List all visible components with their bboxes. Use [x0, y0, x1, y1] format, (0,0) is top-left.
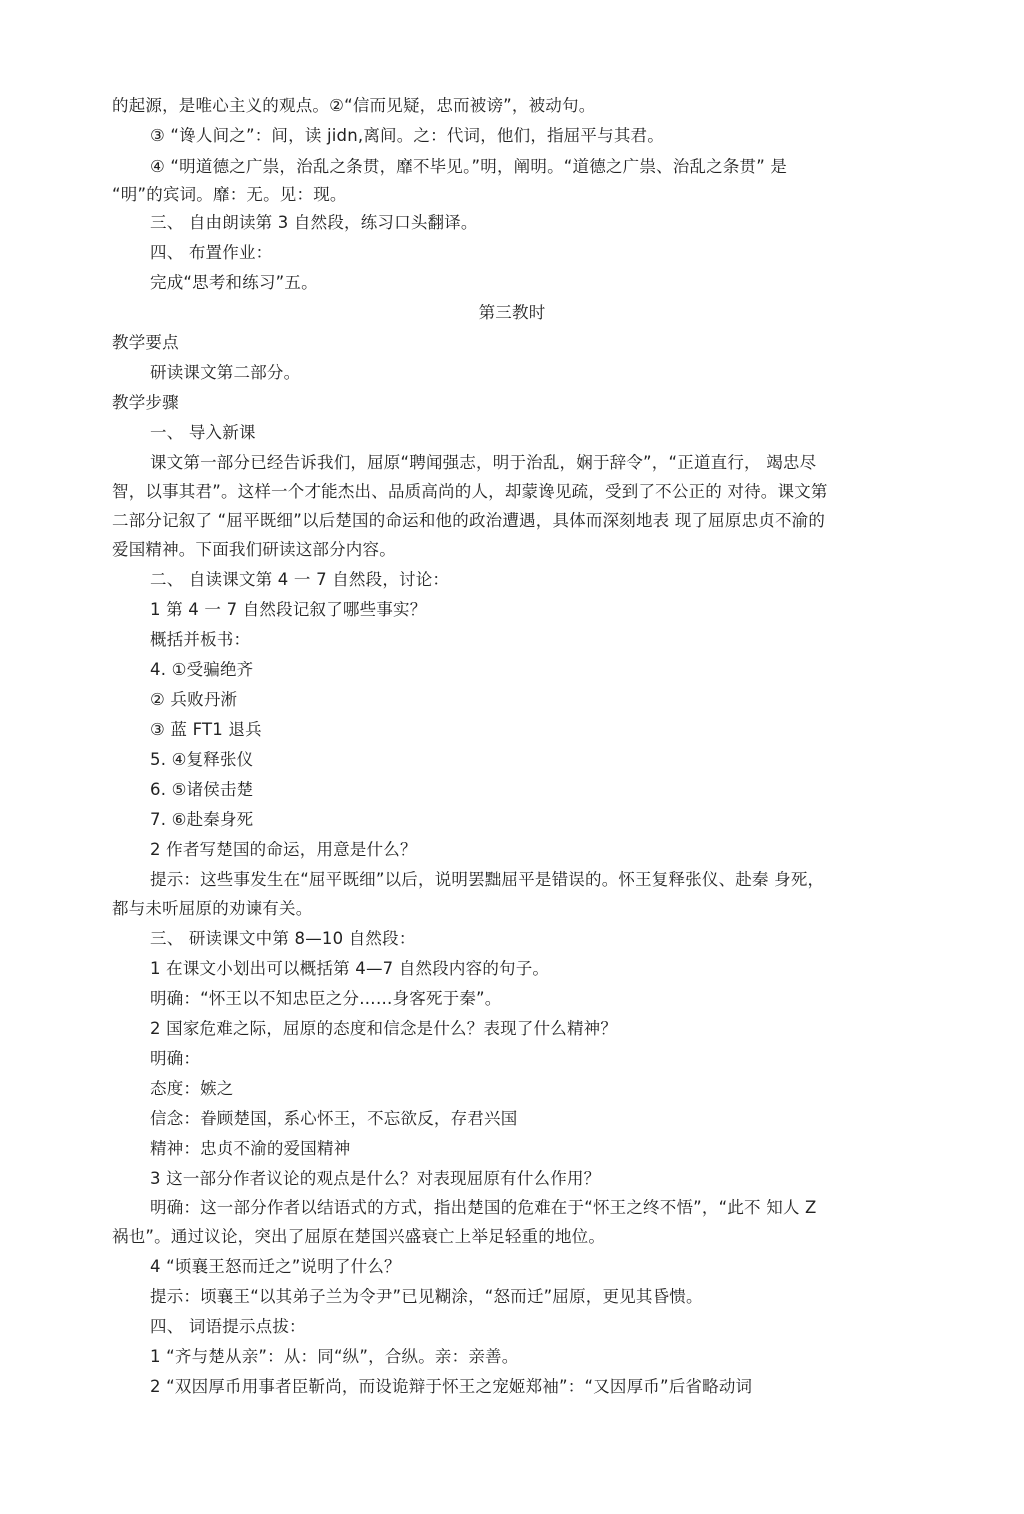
list-item: 4. ①受骗绝齐	[150, 660, 254, 679]
text-line: 都与未听屈原的劝谏有关。	[112, 899, 313, 918]
text-line: 明确：这一部分作者以结语式的方式，指出楚国的危难在于“怀王之终不悟”，“此不 知人 Z	[150, 1198, 817, 1217]
text-line: 明确：	[150, 1049, 201, 1068]
section-heading: 一、 导入新课	[150, 423, 256, 442]
section-heading: 二、 自读课文第 4 一 7 自然段，讨论：	[150, 570, 450, 589]
section-heading: 四、 词语提示点拔：	[150, 1317, 306, 1336]
text-line: ③ “谗人间之”：间，读 jidn,离间。之：代词，他们，指屈平与其君。	[150, 126, 664, 145]
list-item: 6. ⑤诸侯击楚	[150, 780, 254, 799]
section-heading: 教学步骤	[112, 393, 179, 412]
question-line: 1 第 4 一 7 自然段记叙了哪些事实？	[150, 600, 427, 619]
text-line: 的起源，是唯心主义的观点。②“信而见疑，忠而被谤”，被动句。	[112, 96, 596, 115]
text-line: 智，以事其君”。这样一个才能杰出、品质高尚的人，却蒙谗见疏，受到了不公正的 对待。课文第	[112, 482, 828, 501]
text-line: 完成“思考和练习”五。	[150, 273, 318, 292]
text-line: 概括并板书：	[150, 630, 251, 649]
text-line: 精神：忠贞不渝的爱国精神	[150, 1139, 351, 1158]
question-line: 2 作者写楚国的命运，用意是什么？	[150, 840, 417, 859]
section-heading: 教学要点	[112, 333, 179, 352]
question-line: 3 这一部分作者议论的观点是什么？对表现屈原有什么作用？	[150, 1169, 601, 1188]
text-line: 课文第一部分已经告诉我们，屈原“聘闻强志，明于治乱，娴于辞令”，“正道直行， 竭忠尽	[150, 453, 817, 472]
text-line: “明”的宾词。靡：无。见：现。	[112, 185, 347, 204]
text-line: 信念：眷顾楚国，系心怀王，不忘欲反，存君兴国	[150, 1109, 518, 1128]
text-line: ④ “明道德之广祟，治乱之条贯，靡不毕见。”明，阐明。“道德之广祟、治乱之条贯” 是	[150, 157, 788, 176]
list-item: 5. ④复释张仪	[150, 750, 254, 769]
question-line: 1 在课文小划出可以概括第 4—7 自然段内容的句子。	[150, 959, 550, 978]
text-line: 1 “齐与楚从亲”：从：同“纵”，合纵。亲：亲善。	[150, 1347, 519, 1366]
question-line: 4 “顷襄王怒而迁之”说明了什么？	[150, 1257, 401, 1276]
text-line: 爱国精神。下面我们研读这部分内容。	[112, 540, 396, 559]
text-line: 二部分记叙了 “屈平既细”以后楚国的命运和他的政治遭遇，具体而深刻地表 现了屈原忠贞不渝的	[112, 511, 826, 530]
text-line: 态度：嫉之	[150, 1079, 234, 1098]
text-line: 明确：“怀王以不知忠臣之分……身客死于秦”。	[150, 989, 502, 1008]
list-item: ③ 蓝 FT1 退兵	[150, 720, 262, 739]
section-heading: 三、 研读课文中第 8—10 自然段：	[150, 929, 416, 948]
lesson-title: 第三教时	[478, 303, 546, 322]
text-line: 提示：顷襄王“以其弟子兰为令尹”已见糊涂，“怒而迁”屈原，更见其昏愦。	[150, 1287, 703, 1306]
text-line: 研读课文第二部分。	[150, 363, 301, 382]
text-line: 祸也”。通过议论，突出了屈原在楚国兴盛衰亡上举足轻重的地位。	[112, 1227, 606, 1246]
text-line: 提示：这些事发生在“屈平既细”以后，说明罢黜屈平是错误的。怀王复释张仪、赴秦 身死，	[150, 870, 825, 889]
question-line: 2 国家危难之际，屈原的态度和信念是什么？表现了什么精神？	[150, 1019, 618, 1038]
list-item: 7. ⑥赴秦身死	[150, 810, 254, 829]
section-heading: 三、 自由朗读第 3 自然段，练习口头翻译。	[150, 213, 478, 232]
list-item: ② 兵败丹淅	[150, 690, 238, 709]
text-line: 2 “双因厚币用事者臣靳尚，而设诡辩于怀王之宠姬郑袖”：“又因厚币”后省略动词	[150, 1377, 753, 1396]
section-heading: 四、 布置作业：	[150, 243, 273, 262]
